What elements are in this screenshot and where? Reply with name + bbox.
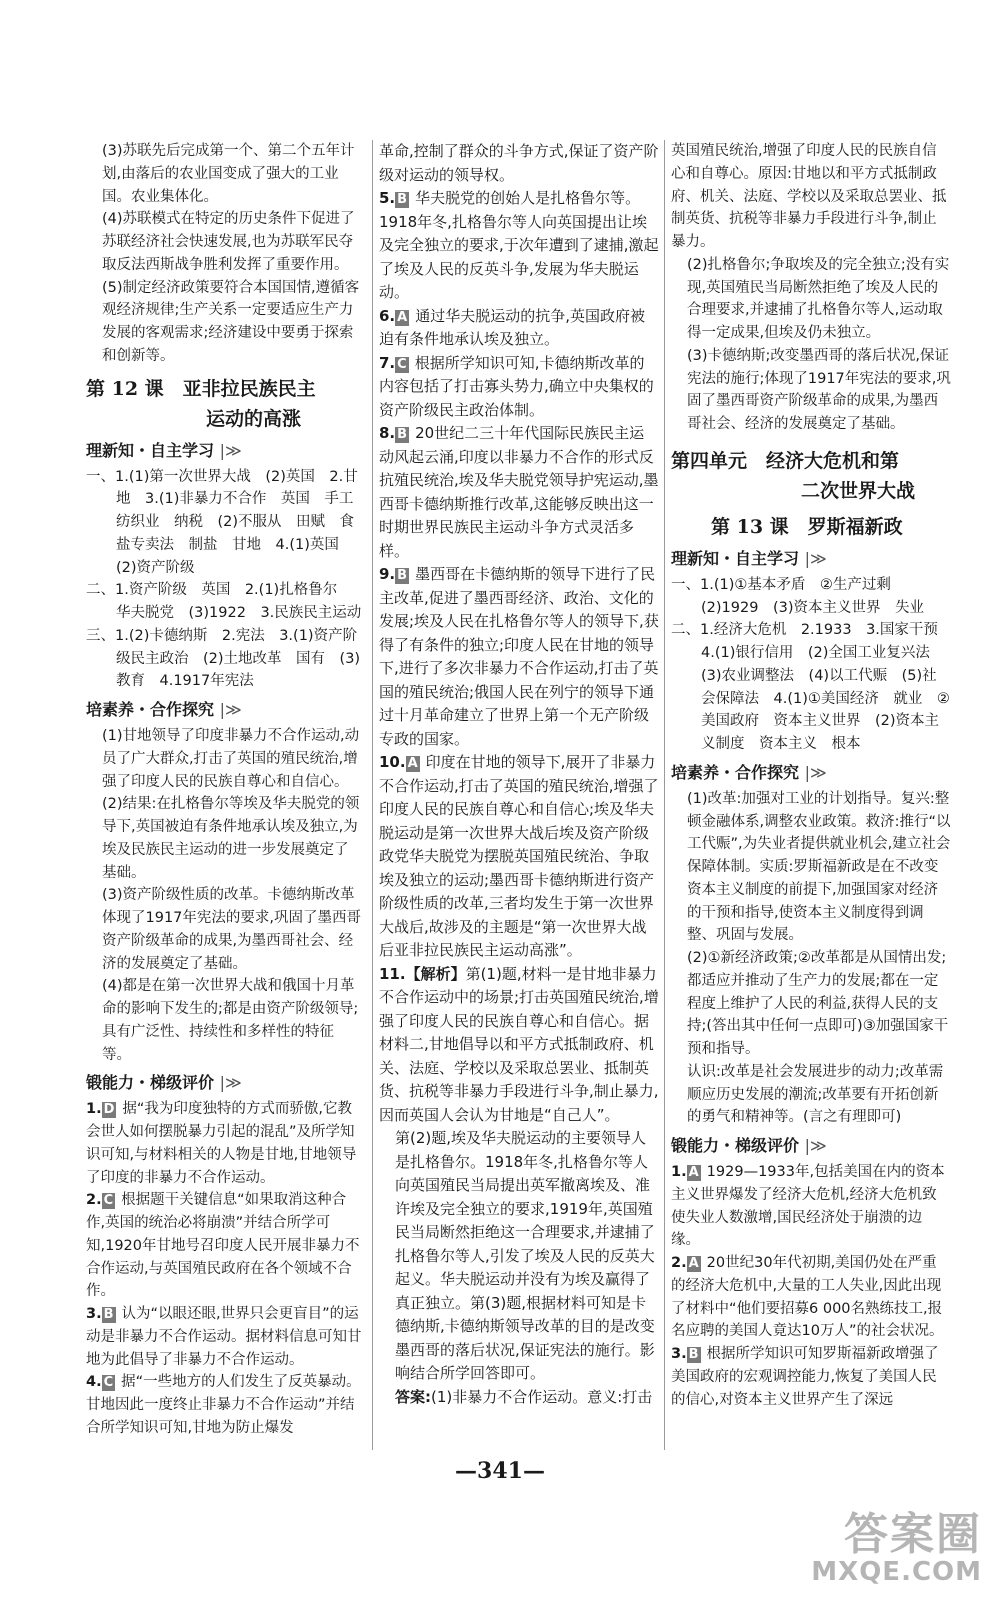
answer-badge: D bbox=[103, 1102, 115, 1118]
answer-label: 答案: bbox=[395, 1387, 431, 1406]
double-chevron-icon: |≫ bbox=[804, 1136, 827, 1155]
unit-title-line: 二次世界大战 bbox=[801, 479, 916, 502]
paragraph: (4)都是在第一次世界大战和俄国十月革命的影响下发生的;都是由资产阶级领导;具有广泛性、持续性和多样性的特征等。 bbox=[102, 978, 359, 1063]
answer-item bbox=[86, 1189, 362, 1303]
item-text: 华夫脱党的创始人是扎格鲁尔等。1918年冬,扎格鲁尔等人向英国提出让埃及完全独立的要求,于次年遭到了逮捕,激起了埃及人民的反英斗争,发展为华夫脱运动。 bbox=[379, 189, 659, 301]
item-number: 5. bbox=[379, 189, 396, 207]
item-text: 第(1)题,材料一是甘地非暴力不合作运动中的场景;打击英国殖民统治,增强了印度人民的民族自尊心和自信心。据材料二,甘地倡导以和平方式抵制政府、机关、法庭、学校以及采取总罢业、抵制英货、抗税等非暴力手段进行斗争,制止暴力,因而英国人会认为甘地是“自己人”。 bbox=[379, 964, 659, 1124]
double-chevron-icon: |≫ bbox=[219, 440, 242, 460]
paragraph: 一、1.(1)①基本矛盾 ②生产过剩 (2)1929 (3)资本主义世界 失业 bbox=[671, 576, 924, 616]
section-heading-text: 培素养・合作探究 bbox=[671, 762, 800, 782]
section-heading bbox=[671, 1133, 951, 1159]
paragraph: 二、1.经济大危机 2.1933 3.国家干预 4.(1)银行信用 (2)全国工业复兴法 (3)农业调整法 (4)以工代赈 (5)社会保障法 4.(1)①美国经济 就业 ②美国政府 资本主义世界 (2)资本主义制度 资本主义 根本 bbox=[671, 622, 953, 752]
section-heading-text: 培素养・合作探究 bbox=[86, 700, 215, 719]
paragraph: 一、1.(1)第一次世界大战 (2)英国 2.甘地 3.(1)非暴力不合作 英国 手工纺织业 纳税 (2)不服从 田赋 食盐专卖法 制盐 甘地 4.(1)英国 (2)资产阶级 bbox=[86, 468, 358, 576]
item-number: 7. bbox=[379, 353, 396, 372]
section-heading bbox=[671, 546, 951, 572]
paragraph: 第(2)题,埃及华夫脱运动的主要领导人是扎格鲁尔。1918年冬,扎格鲁尔等人向英国殖民当局提出英军撤离埃及、准许埃及完全独立的要求,1919年,英国殖民当局断然拒绝这一合理要求,并逮捕了扎格鲁尔等人,引发了埃及人民的反英大起义。华夫脱运动并没有为埃及赢得了真正独立。第(3)题,根据材料可知是卡德纳斯,卡德纳斯领导改革的目的是改变墨西哥的落后状况,保证宪法的施行。影响结合所学回答即可。 bbox=[395, 1129, 655, 1382]
item-number: 4. bbox=[86, 1374, 102, 1391]
paragraph: 认识:改革是社会发展进步的动力;改革需顺应历史发展的潮流;改革要有开拓创新的勇气和精神等。(言之有理即可) bbox=[687, 1063, 944, 1126]
answer-text: (1)非暴力不合作运动。意义:打击 bbox=[431, 1387, 653, 1406]
section-heading-text: 理新知・自主学习 bbox=[671, 548, 800, 568]
item-number: 3. bbox=[86, 1306, 102, 1322]
answer-badge: A bbox=[688, 1165, 699, 1180]
paragraph: (2)扎格鲁尔;争取埃及的完全独立;没有实现,英国殖民当局断然拒绝了埃及人民的合理要求,并逮捕了扎格鲁尔等人,运动取得一定成果,但埃及仍未独立。 bbox=[687, 256, 950, 341]
unit-title-line: 第四单元 经济大危机和第 bbox=[671, 449, 900, 472]
item-text: 通过华夫脱运动的抗争,英国政府被迫有条件地承认埃及独立。 bbox=[379, 306, 645, 348]
paragraph: (3)苏联先后完成第一个、第二个五年计划,由落后的农业国变成了强大的工业国。农业集体化。 bbox=[102, 143, 355, 205]
section-heading-text: 理新知・自主学习 bbox=[86, 440, 215, 460]
answer-badge: A bbox=[397, 309, 408, 325]
double-chevron-icon: |≫ bbox=[219, 1073, 242, 1093]
paragraph: 二、1.资产阶级 英国 2.(1)扎格鲁尔 华夫脱党 (3)1922 3.民族民主运动 bbox=[86, 582, 362, 621]
item-text: 根据所学知识可知,卡德纳斯改革的内容包括了打击寡头势力,确立中央集权的资产阶级民主政治体制。 bbox=[379, 353, 654, 419]
section-heading bbox=[671, 760, 951, 786]
answer-badge: C bbox=[397, 356, 407, 372]
answer-item bbox=[671, 1161, 951, 1252]
column-left bbox=[86, 140, 362, 1450]
item-number: 6. bbox=[379, 306, 396, 325]
paragraph: (3)资产阶级性质的改革。卡德纳斯改革体现了1917年宪法的要求,巩固了墨西哥资产阶级革命的成果,为墨西哥社会、经济的发展奠定了基础。 bbox=[102, 887, 362, 972]
answer-badge: A bbox=[688, 1256, 699, 1271]
item-number: 1. bbox=[671, 1164, 687, 1180]
answer-badge: A bbox=[407, 756, 418, 771]
section-heading bbox=[86, 438, 362, 464]
watermark-logo bbox=[811, 1509, 982, 1587]
answer-item bbox=[86, 1371, 362, 1439]
lesson-title-line: 第 12 课 亚非拉民族民主 bbox=[86, 377, 316, 400]
item-number: 2. bbox=[671, 1255, 687, 1271]
paragraph: 英国殖民统治,增强了印度人民的民族自信心和自尊心。原因:甘地以和平方式抵制政府、机关、法庭、学校以及采取总罢业、抵制英货、抗税等非暴力手段进行斗争,制止暴力。 bbox=[671, 143, 947, 250]
lesson-title-line: 运动的高涨 bbox=[206, 407, 302, 430]
answer-line bbox=[379, 1386, 659, 1410]
paragraph: 革命,控制了群众的斗争方式,保证了资产阶级对运动的领导权。 bbox=[379, 142, 659, 184]
answer-badge: C bbox=[103, 1375, 114, 1391]
item-text: 印度在甘地的领导下,展开了非暴力不合作运动,打击了英国的殖民统治,增强了印度人民的民族自尊心和自信心;埃及华夫脱运动是第一次世界大战后埃及资产阶级政党华夫脱党为摆脱英国殖民统治、争取埃及独立的运动;墨西哥卡德纳斯进行资产阶级性质的改革,三者均发生于第一次世界大战后,故涉及的主题是“第一次世界大战后亚非拉民族民主运动高涨”。 bbox=[379, 753, 659, 959]
item-text: 认为“以眼还眼,世界只会更盲目”的运动是非暴力不合作运动。据材料信息可知甘地为此倡导了非暴力不合作运动。 bbox=[86, 1306, 362, 1368]
watermark-en: MXQE.COM bbox=[811, 1557, 982, 1587]
page-number: —341— bbox=[455, 1458, 545, 1484]
item-number: 2. bbox=[86, 1192, 102, 1209]
item-number: 3. bbox=[671, 1346, 687, 1362]
item-number: 9. bbox=[379, 565, 396, 583]
double-chevron-icon: |≫ bbox=[804, 548, 827, 568]
section-heading-text: 锻能力・梯级评价 bbox=[671, 1136, 800, 1155]
paragraph: (2)①新经济政策;②改革都是从国情出发;都适应并推动了生产力的发展;都在一定程度上维护了人民的利益,获得人民的支持;(答出其中任何一点即可)③加强国家干预和指导。 bbox=[687, 950, 949, 1057]
answer-badge: B bbox=[397, 427, 408, 442]
answer-badge: B bbox=[397, 192, 408, 207]
answer-badge: B bbox=[397, 568, 408, 583]
answer-badge: B bbox=[103, 1307, 114, 1322]
answer-badge: C bbox=[103, 1193, 114, 1209]
answer-item bbox=[671, 1343, 951, 1411]
paragraph: (5)制定经济政策要符合本国国情,遵循客观经济规律;生产关系一定要适应生产力发展的客观需求;经济建设中要勇于探索和创新等。 bbox=[102, 279, 360, 364]
lesson-title-12 bbox=[86, 374, 362, 434]
answer-item bbox=[671, 1252, 951, 1343]
section-heading-text: 锻能力・梯级评价 bbox=[86, 1073, 215, 1093]
section-heading bbox=[86, 697, 362, 723]
answer-item bbox=[379, 563, 659, 751]
analysis-item bbox=[379, 963, 659, 1128]
section-heading bbox=[86, 1070, 362, 1096]
answer-item bbox=[379, 751, 659, 963]
paragraph: (4)苏联模式在特定的历史条件下促进了苏联经济社会快速发展,也为苏联军民夺取反法西斯战争胜利发挥了重要作用。 bbox=[102, 211, 355, 273]
answer-badge: B bbox=[688, 1347, 699, 1362]
item-text: 根据所学知识可知罗斯福新政增强了美国政府的宏观调控能力,恢复了美国人民的信心,对资本主义世界产生了深远 bbox=[671, 1346, 939, 1408]
paragraph: (3)卡德纳斯;改变墨西哥的落后状况,保证宪法的施行;体现了1917年宪法的要求,巩固了墨西哥资产阶级革命的成果,为墨西哥社会、经济的发展奠定了基础。 bbox=[687, 347, 951, 432]
item-number: 10. bbox=[379, 753, 406, 771]
watermark-cn: 答案圈 bbox=[844, 1509, 982, 1560]
item-text: 据“我为印度独特的方式而骄傲,它教会世人如何摆脱暴力引起的混乱”及所学知识可知,与材料相关的人物是甘地,甘地领导了印度的非暴力不合作运动。 bbox=[86, 1101, 357, 1186]
item-text: 20世纪30年代初期,美国仍处在严重的经济大危机中,大量的工人失业,因此出现了材料中“他们要招募6 000名熟练技工,报名应聘的美国人竟达10万人”的社会状况。 bbox=[671, 1255, 944, 1340]
answer-item bbox=[86, 1098, 362, 1189]
lesson-title-13: 第 13 课 罗斯福新政 bbox=[711, 515, 903, 538]
double-chevron-icon: |≫ bbox=[219, 700, 242, 719]
double-chevron-icon: |≫ bbox=[804, 762, 827, 782]
item-text: 1929—1933年,包括美国在内的资本主义世界爆发了经济大危机,经济大危机致使失业人数激增,国民经济处于崩溃的边缘。 bbox=[671, 1164, 945, 1249]
item-text: 20世纪二三十年代国际民族民主运动风起云涌,印度以非暴力不合作的形式反抗殖民统治,埃及华夫脱党领导护宪运动,墨西哥卡德纳斯推行改革,这能够反映出这一时期世界民族民主运动斗争方式灵活多样。 bbox=[379, 424, 659, 560]
unit-title bbox=[671, 446, 951, 506]
paragraph: (1)甘地领导了印度非暴力不合作运动,动员了广大群众,打击了英国的殖民统治,增强了印度人民的民族自尊心和自信心。 bbox=[102, 728, 360, 790]
paragraph: 三、1.(2)卡德纳斯 2.宪法 3.(1)资产阶级民主政治 (2)土地改革 国有 (3)教育 4.1917年宪法 bbox=[86, 627, 361, 690]
answer-item bbox=[379, 352, 659, 423]
paragraph: (1)改革:加强对工业的计划指导。复兴:整顿金融体系,调整农业政策。救济:推行“以工代赈”,为失业者提供就业机会,建立社会保障体制。实质:罗斯福新政是在不改变资本主义制度的前提下,加强国家对经济的干预和指导,使资本主义制度得到调整、巩固与发展。 bbox=[687, 790, 951, 944]
item-text: 根据题干关键信息“如果取消这种合作,英国的统治必将崩溃”并结合所学可知,1920年甘地号召印度人民开展非暴力不合作运动,与英国殖民政府在各个领域不合作。 bbox=[86, 1192, 360, 1300]
item-number: 1. bbox=[86, 1101, 102, 1118]
item-text: 墨西哥在卡德纳斯的领导下进行了民主改革,促进了墨西哥经济、政治、文化的发展;埃及人民在扎格鲁尔等人的领导下,获得了有条件的独立;印度人民在甘地的领导下,进行了多次非暴力不合作运动,打击了英国的殖民统治;俄国人民在列宁的领导下通过十月革命建立了世界上第一个无产阶级专政的国家。 bbox=[379, 565, 659, 748]
paragraph: (2)结果:在扎格鲁尔等埃及华夫脱党的领导下,英国被迫有条件地承认埃及独立,为埃及民族民主运动的进一步发展奠定了基础。 bbox=[102, 796, 360, 881]
answer-item bbox=[86, 1303, 362, 1371]
column-right bbox=[664, 140, 951, 1450]
item-text: 据“一些地方的人们发生了反英暴动。甘地因此一度终止非暴力不合作运动”并结合所学知识可知,甘地为防止爆发 bbox=[86, 1374, 361, 1436]
column-middle bbox=[372, 140, 659, 1450]
item-number: 11.【解析】 bbox=[379, 964, 466, 983]
answer-item bbox=[379, 305, 659, 352]
answer-item bbox=[379, 187, 659, 305]
item-number: 8. bbox=[379, 424, 396, 442]
answer-item bbox=[379, 422, 659, 563]
